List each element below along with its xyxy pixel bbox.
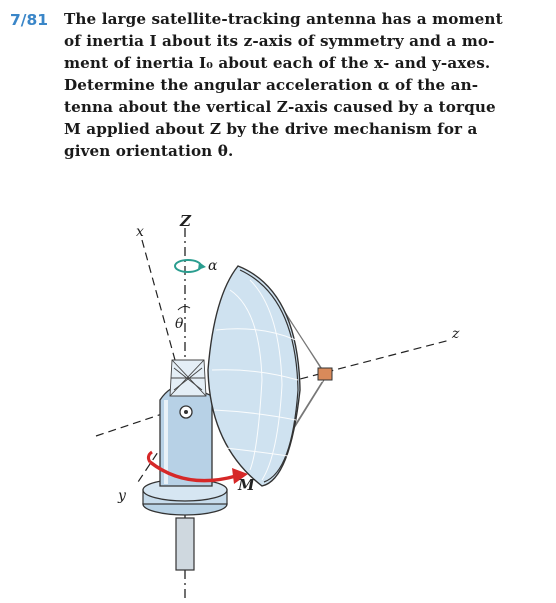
alpha-arrow-icon (175, 260, 201, 272)
problem-line: ment of inertia I₀ about each of the x- and y-axes. (64, 54, 491, 72)
label-theta: θ (175, 316, 184, 332)
label-M: M (238, 476, 255, 494)
torque-arrow-tail-icon (148, 452, 152, 462)
problem-line: of inertia I about its z-axis of symmetry and a mo- (64, 32, 495, 50)
problem-line: M applied about Z by the drive mechanism for a (64, 120, 478, 138)
problem-line: given orientation θ. (64, 142, 234, 160)
feed-horn (318, 368, 332, 380)
antenna-figure (0, 200, 556, 603)
antenna-diagram (0, 200, 556, 603)
pivot-center-icon (184, 410, 188, 414)
problem-line: Determine the angular acceleration α of the an- (64, 76, 479, 94)
label-alpha: α (208, 258, 218, 274)
base-post (176, 518, 194, 570)
label-y: y (118, 488, 126, 504)
lattice-truss (170, 360, 206, 396)
problem-text (64, 8, 542, 162)
label-z: z (452, 326, 460, 342)
theta-arc (178, 306, 190, 310)
problem-number: 7/81 (10, 11, 49, 29)
label-Z: Z (180, 212, 191, 230)
problem-statement (0, 0, 556, 200)
alpha-arrowhead-icon (198, 262, 206, 270)
antenna-dish (208, 266, 300, 486)
problem-line: The large satellite-tracking antenna has a moment (64, 10, 503, 28)
problem-line: tenna about the vertical Z-axis caused by a torque (64, 98, 496, 116)
label-x: x (136, 224, 144, 240)
